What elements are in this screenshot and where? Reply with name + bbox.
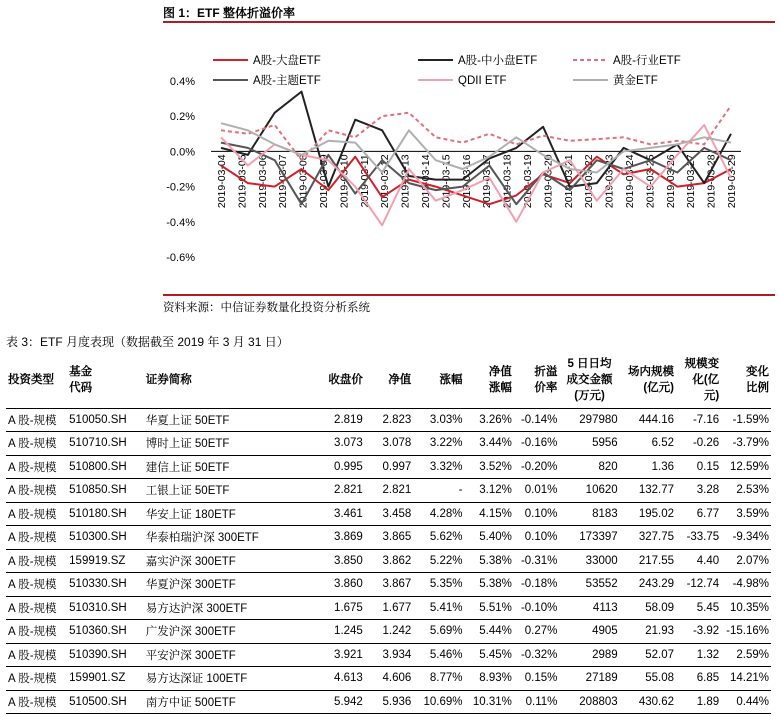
table-cell: 510330.SH [69, 578, 127, 591]
table-cell: 510180.SH [69, 507, 127, 520]
table-cell: 4113 [592, 601, 618, 614]
table-cell: -0.20% [520, 460, 558, 473]
premium-discount-line-chart [163, 24, 775, 292]
table-cell: 3.078 [382, 437, 412, 450]
table-cell: 嘉实沪深 300ETF [145, 555, 236, 568]
table-cell: 3.26% [479, 413, 512, 426]
x-tick-label: 2019-03-07 [277, 154, 290, 209]
table-cell: 510300.SH [69, 531, 127, 544]
table-cell: 广发沪深 300ETF [145, 626, 236, 639]
table-row [6, 408, 771, 432]
table-cell: 3.850 [334, 554, 363, 567]
table-cell: 0.44% [736, 695, 769, 708]
figure-title: 图 1：ETF 整体折溢价率 [163, 6, 296, 20]
table-cell: 243.29 [638, 578, 674, 591]
table-cell: 430.62 [638, 695, 674, 708]
table-cell: 0.01% [524, 484, 558, 497]
table-cell: 0.11% [525, 695, 558, 708]
x-tick-label: 2019-03-18 [501, 154, 514, 209]
table-cell: 4.40 [696, 554, 720, 567]
legend-label: A股-行业ETF [613, 55, 681, 67]
y-tick-label: 0.0% [169, 146, 195, 159]
table-cell: 3.458 [382, 507, 412, 520]
x-tick-label: 2019-03-12 [379, 154, 392, 209]
table-cell: 6.52 [651, 437, 674, 450]
table-cell: 5.51% [479, 601, 512, 614]
table-body [6, 408, 771, 714]
table-cell: 1.245 [334, 625, 363, 638]
table-cell: 3.869 [334, 531, 363, 544]
table-cell: -0.10% [520, 601, 558, 614]
table-cell: 0.15% [524, 672, 558, 685]
table-cell: 3.22% [429, 437, 463, 450]
table-row [6, 502, 771, 526]
table-cell: 444.16 [638, 413, 674, 426]
table-cell: 2.53% [736, 484, 769, 497]
x-tick-label: 2019-03-20 [542, 154, 555, 209]
table-cell: A 股-规模 [8, 414, 57, 427]
table-cell: 5.44% [479, 625, 512, 638]
table-cell: -0.14% [520, 413, 558, 426]
table-cell: 2.59% [736, 648, 769, 661]
table-cell: 2.821 [382, 484, 412, 497]
table-cell: 0.10% [524, 507, 558, 520]
table-cell: -0.26 [692, 437, 720, 450]
table-cell: 工银上证 50ETF [145, 485, 230, 498]
legend-label: 黄金ETF [613, 75, 658, 87]
table-row [6, 596, 771, 620]
table-cell: 3.860 [334, 578, 363, 591]
table-cell: 33000 [585, 554, 618, 567]
table-cell: A 股-规模 [8, 461, 57, 474]
table-cell: 1.675 [334, 601, 363, 614]
table-cell: A 股-规模 [8, 649, 57, 662]
series-line-2 [221, 106, 731, 161]
table-cell: -7.16 [692, 413, 720, 426]
table-row [6, 573, 771, 597]
x-tick-label: 2019-03-15 [440, 154, 453, 209]
legend-label: A股-主题ETF [253, 75, 321, 87]
table-row [6, 479, 771, 503]
table-cell: 2.821 [334, 484, 363, 497]
x-tick-label: 2019-03-14 [420, 154, 432, 209]
table-cell: 5.22% [429, 554, 463, 567]
legend-label: QDII ETF [458, 75, 507, 87]
table-cell: 0.997 [382, 460, 412, 473]
x-tick-label: 2019-03-26 [664, 154, 677, 209]
table-cell: 27189 [585, 672, 618, 685]
table-row [6, 643, 771, 667]
table-cell: 3.934 [382, 648, 412, 661]
table-cell: 3.862 [382, 554, 412, 567]
x-tick-label: 2019-03-11 [358, 154, 371, 208]
table-cell: 3.073 [334, 437, 363, 450]
table-cell: 5.45% [479, 648, 512, 661]
table-cell: -33.75 [686, 531, 720, 544]
etf-monthly-performance-table [6, 352, 771, 714]
x-tick-label: 2019-03-25 [644, 154, 657, 209]
table-cell: 博时上证 50ETF [145, 438, 230, 451]
table-cell: -1.59% [732, 413, 769, 426]
table-cell: 易方达深证 100ETF [145, 673, 248, 686]
table-cell: 8183 [592, 507, 618, 520]
x-tick-label: 2019-03-04 [216, 154, 228, 209]
table-cell: 5.62% [429, 531, 463, 544]
table-cell: 173397 [579, 531, 618, 544]
table-cell: 58.09 [645, 601, 674, 614]
column-header: 场内规模 (亿元) [628, 365, 674, 394]
x-tick-label: 2019-03-29 [726, 154, 738, 209]
table-cell: 5956 [592, 437, 618, 450]
table-cell: A 股-规模 [8, 485, 57, 498]
table-cell: 52.07 [645, 648, 674, 661]
x-tick-label: 2019-03-09 [318, 154, 330, 209]
table-cell: A 股-规模 [8, 555, 57, 568]
table-cell: 55.08 [645, 672, 674, 685]
table-cell: 510050.SH [69, 413, 127, 426]
column-header: 5 日日均 成交金额 (万元) [566, 357, 613, 402]
table-cell: 3.865 [382, 531, 412, 544]
column-header: 净值 [388, 373, 412, 386]
table-cell: 1.32 [696, 648, 720, 661]
figure-bottom-rule [163, 294, 775, 296]
legend-label: A股-大盘ETF [253, 55, 321, 67]
table-cell: -0.16% [520, 437, 558, 450]
table-cell: 3.03% [429, 413, 463, 426]
table-cell: 2.819 [334, 413, 363, 426]
table-cell: 3.59% [736, 507, 769, 520]
table-cell: A 股-规模 [8, 438, 57, 451]
table-cell: 3.867 [382, 578, 412, 591]
y-tick-label: 0.4% [169, 76, 195, 88]
figure-top-rule [163, 21, 775, 23]
table-row [6, 549, 771, 573]
table-cell: 12.59% [729, 460, 769, 473]
table-cell: -4.98% [732, 578, 769, 591]
table-cell: 327.75 [638, 531, 674, 544]
column-header: 变化 比例 [746, 365, 769, 394]
table-cell: 6.85 [696, 672, 720, 685]
table-row [6, 432, 771, 456]
table-cell: 10.69% [423, 695, 463, 708]
table-cell: A 股-规模 [8, 626, 57, 639]
table-header-row [6, 352, 771, 408]
table-cell: -9.34% [732, 531, 769, 544]
table-cell: 华泰柏瑞沪深 300ETF [145, 532, 259, 545]
table-row [6, 667, 771, 691]
table-cell: 3.32% [429, 460, 463, 473]
table-cell: -0.18% [520, 578, 558, 591]
table-cell: 5.942 [334, 695, 363, 708]
table-cell: 0.27% [524, 625, 558, 638]
table-cell: 4.28% [429, 507, 463, 520]
figure-source-note: 资料来源：中信证券数量化投资分析系统 [163, 302, 370, 314]
table-cell: 4.613 [334, 672, 363, 685]
table-cell: 510360.SH [69, 625, 127, 638]
table-cell: -3.92 [692, 625, 720, 638]
table-cell: 10620 [585, 484, 618, 497]
table-cell: 10.31% [472, 695, 512, 708]
table-cell: A 股-规模 [8, 508, 57, 521]
table-cell: 8.93% [479, 672, 512, 685]
table-cell: 5.46% [429, 648, 463, 661]
table-cell: 510500.SH [69, 695, 127, 708]
x-tick-label: 2019-03-13 [399, 154, 412, 209]
table-cell: 4.15% [479, 507, 512, 520]
table-cell: 华夏沪深 300ETF [145, 579, 236, 592]
table-cell: 159901.SZ [69, 672, 126, 685]
column-header: 折溢 价率 [534, 365, 558, 394]
table-cell: -3.79% [732, 437, 769, 450]
table-cell: A 股-规模 [8, 673, 57, 686]
table-cell: 6.77 [696, 507, 720, 520]
table-cell: 5.38% [479, 554, 512, 567]
table-cell: 10.35% [729, 601, 769, 614]
table-cell: A 股-规模 [8, 579, 57, 592]
table-cell: 820 [598, 460, 618, 473]
table-cell: A 股-规模 [8, 696, 57, 709]
table-cell: 1.89 [696, 695, 720, 708]
table-cell: 1.677 [382, 601, 412, 614]
table-cell: 132.77 [638, 484, 674, 497]
table-cell: 510800.SH [69, 460, 127, 473]
table-cell: 208803 [579, 695, 618, 708]
table-cell: - [458, 484, 463, 497]
column-header: 涨幅 [439, 373, 463, 386]
table-cell: 平安沪深 300ETF [145, 649, 236, 662]
table-cell: 5.936 [382, 695, 412, 708]
table-cell: 159919.SZ [69, 554, 126, 567]
column-header: 投资类型 [8, 373, 54, 386]
x-tick-label: 2019-03-19 [522, 154, 534, 209]
table-cell: 华夏上证 50ETF [145, 414, 230, 427]
table-cell: 4.606 [382, 672, 412, 685]
table-cell: 510850.SH [69, 484, 127, 497]
table-cell: 1.242 [382, 625, 412, 638]
table-cell: 3.12% [479, 484, 512, 497]
table-title: 表 3：ETF 月度表现（数据截至 2019 年 3 月 31 日） [6, 335, 289, 349]
column-header: 基金 代码 [69, 365, 93, 394]
column-header: 收盘价 [328, 373, 363, 386]
x-tick-label: 2019-03-17 [481, 154, 494, 209]
table-cell: -15.16% [726, 625, 769, 638]
table-cell: 8.77% [429, 672, 463, 685]
table-cell: 3.461 [334, 507, 363, 520]
table-cell: 0.15 [696, 460, 720, 473]
table-cell: 南方中证 500ETF [145, 696, 236, 709]
table-cell: 5.40% [479, 531, 512, 544]
table-cell: -12.74 [686, 578, 720, 591]
table-cell: 510310.SH [69, 601, 127, 614]
table-cell: 21.93 [645, 625, 674, 638]
table-cell: 1.36 [651, 460, 674, 473]
table-cell: 5.41% [429, 601, 463, 614]
x-tick-label: 2019-03-22 [583, 154, 596, 209]
x-tick-label: 2019-03-21 [562, 154, 575, 209]
table-cell: 华安上证 180ETF [145, 508, 236, 521]
column-header: 净值 涨幅 [488, 365, 512, 394]
table-row [6, 526, 771, 550]
table-cell: 510390.SH [69, 648, 127, 661]
table-cell: 3.44% [479, 437, 512, 450]
x-tick-label: 2019-03-08 [297, 154, 310, 209]
table-cell: A 股-规模 [8, 532, 57, 545]
table-cell: 建信上证 50ETF [145, 461, 230, 474]
y-tick-label: -0.2% [166, 181, 195, 194]
x-tick-label: 2019-03-10 [338, 154, 351, 209]
table-cell: 0.10% [524, 531, 558, 544]
table-cell: 5.35% [429, 578, 463, 591]
table-cell: 2989 [592, 648, 618, 661]
table-cell: 53552 [585, 578, 618, 591]
table-cell: 2.07% [736, 554, 769, 567]
y-tick-label: 0.2% [169, 111, 195, 124]
x-tick-label: 2019-03-06 [256, 154, 269, 209]
table-cell: 4905 [592, 625, 618, 638]
legend-label: A股-中小盘ETF [458, 55, 538, 67]
y-tick-label: -0.6% [166, 252, 195, 264]
column-header: 规模变 化(亿 元) [684, 357, 720, 402]
column-header: 证券简称 [145, 373, 192, 386]
table-cell: -0.31% [520, 554, 558, 567]
table-cell: -0.32% [520, 648, 558, 661]
table-cell: 2.823 [382, 413, 412, 426]
table-cell: 5.38% [479, 578, 512, 591]
table-cell: 217.55 [638, 554, 674, 567]
x-tick-label: 2019-03-24 [624, 154, 636, 209]
table-cell: A 股-规模 [8, 602, 57, 615]
table-row [6, 455, 771, 479]
table-row [6, 620, 771, 644]
table-cell: 5.45 [696, 601, 720, 614]
table-row [6, 690, 771, 714]
table-cell: 3.52% [479, 460, 512, 473]
table-cell: 3.28 [696, 484, 720, 497]
table-cell: 5.69% [429, 625, 463, 638]
table-cell: 0.995 [334, 460, 363, 473]
table-cell: 195.02 [638, 507, 674, 520]
table-cell: 297980 [579, 413, 618, 426]
x-tick-label: 2019-03-16 [460, 154, 473, 209]
table-cell: 14.21% [729, 672, 769, 685]
x-tick-label: 2019-03-28 [705, 154, 718, 209]
x-tick-label: 2019-03-27 [685, 154, 698, 209]
y-tick-label: -0.4% [166, 216, 195, 229]
table-cell: 510710.SH [69, 437, 127, 450]
x-tick-label: 2019-03-23 [603, 154, 616, 209]
table-cell: 3.921 [334, 648, 363, 661]
x-tick-label: 2019-03-05 [236, 154, 249, 209]
table-cell: 易方达沪深 300ETF [145, 602, 248, 615]
